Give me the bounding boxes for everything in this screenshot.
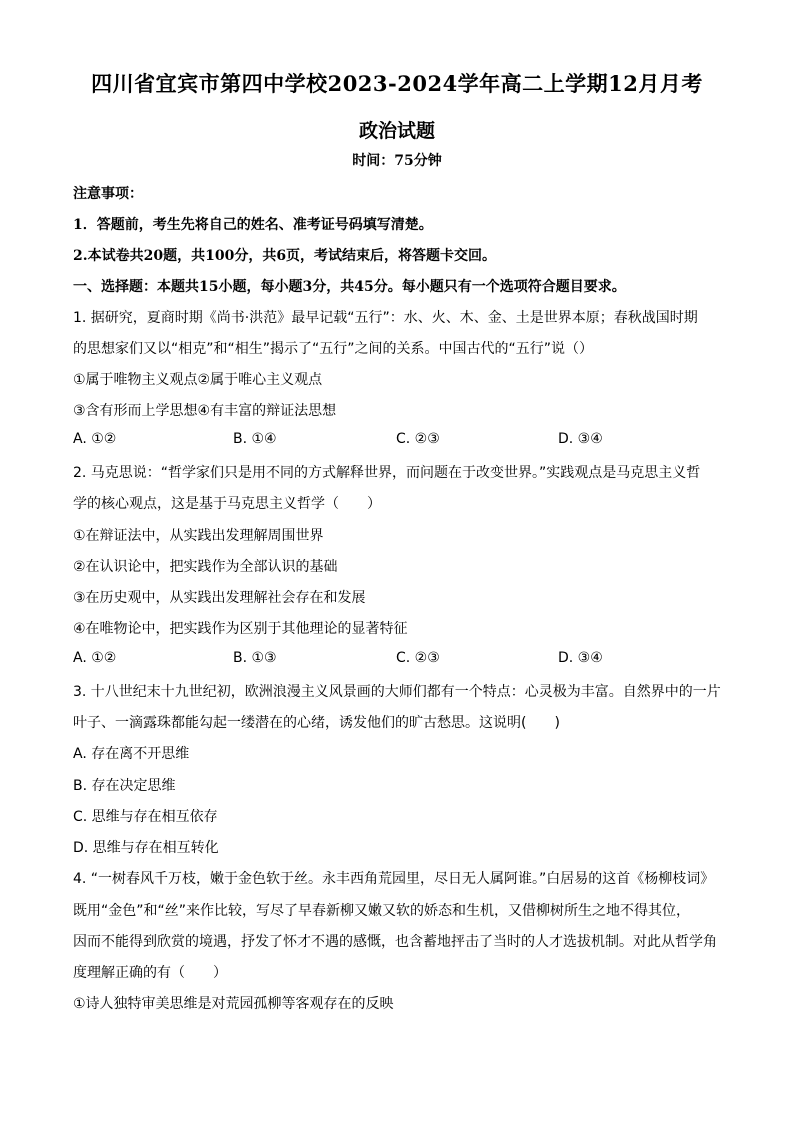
option-c[interactable]: C. ②③ (396, 650, 440, 666)
exam-subject: 政治试题 (358, 120, 435, 142)
exam-title: 四川省宜宾市第四中学校2023-2024学年高二上学期12月月考 (91, 71, 703, 96)
exam-time: 时间：75分钟 (352, 153, 442, 169)
question-1-statement: ③含有形而上学思想④有丰富的辩证法思想 (73, 403, 337, 419)
question-4-statement: ①诗人独特审美思维是对荒园孤柳等客观存在的反映 (73, 996, 394, 1012)
question-4-stem: 因而不能得到欣赏的境遇，抒发了怀才不遇的感慨，也含蓄地抨击了当时的人才选拔机制。对此从哲学角 (73, 934, 717, 950)
question-2-statement: ②在认识论中，把实践作为全部认识的基础 (73, 559, 338, 575)
question-2-statement: ④在唯物论中，把实践作为区别于其他理论的显著特征 (73, 621, 408, 637)
option-b[interactable]: B. ①④ (233, 431, 277, 447)
question-2-statement: ①在辩证法中，从实践出发理解周围世界 (73, 528, 324, 544)
option-d[interactable]: D. ③④ (558, 431, 603, 447)
question-4-stem: 度理解正确的有（ ） (73, 965, 227, 981)
option-a[interactable]: A. ①② (73, 431, 117, 447)
question-1-statement: ①属于唯物主义观点②属于唯心主义观点 (73, 372, 323, 388)
question-4-stem: 既用“金色”和“丝”来作比较，写尽了早春新柳又嫩又软的娇态和生机，又借柳树所生之地不得其位， (73, 903, 691, 919)
section-heading: 一、选择题：本题共15小题，每小题3分，共45分。每小题只有一个选项符合题目要求。 (73, 279, 626, 295)
question-1-stem: 的思想家们又以“相克”和“相生”揭示了“五行”之间的关系。中国古代的“五行”说（） (73, 341, 594, 357)
option-b[interactable]: B. ①③ (233, 650, 277, 666)
question-4-stem: 4. “一树春风千万枝，嫩于金色软于丝。永丰西角荒园里，尽日无人属阿谁。”白居易的这首《杨柳枝词》 (73, 871, 715, 887)
option-c[interactable]: C. ②③ (396, 431, 440, 447)
option-b[interactable]: B. 存在决定思维 (73, 778, 176, 794)
question-1-stem: 1. 据研究，夏商时期《尚书·洪范》最早记载“五行”：水、火、木、金、土是世界本原；春秋战国时期 (73, 310, 698, 326)
notice-item: 2.本试卷共20题，共100分，共6页，考试结束后，将答题卡交回。 (73, 248, 497, 264)
notice-heading: 注意事项： (73, 186, 143, 202)
option-d[interactable]: D. ③④ (558, 650, 603, 666)
option-d[interactable]: D. 思维与存在相互转化 (73, 840, 219, 856)
question-2-stem: 2. 马克思说：“哲学家们只是用不同的方式解释世界，而问题在于改变世界。”实践观点是马克思主义哲 (73, 465, 701, 481)
question-3-stem: 叶子、一滴露珠都能勾起一缕潜在的心绪，诱发他们的旷古愁思。这说明( ) (73, 715, 560, 731)
question-2-statement: ③在历史观中，从实践出发理解社会存在和发展 (73, 590, 366, 606)
question-2-stem: 学的核心观点，这是基于马克思主义哲学（ ） (73, 496, 381, 512)
option-a[interactable]: A. ①② (73, 650, 117, 666)
question-3-stem: 3. 十八世纪末十九世纪初，欧洲浪漫主义风景画的大师们都有一个特点：心灵极为丰富。自然界中的一片 (73, 684, 721, 700)
option-a[interactable]: A. 存在离不开思维 (73, 746, 190, 762)
option-c[interactable]: C. 思维与存在相互依存 (73, 809, 218, 825)
notice-item: 1．答题前，考生先将自己的姓名、准考证号码填写清楚。 (73, 217, 433, 233)
